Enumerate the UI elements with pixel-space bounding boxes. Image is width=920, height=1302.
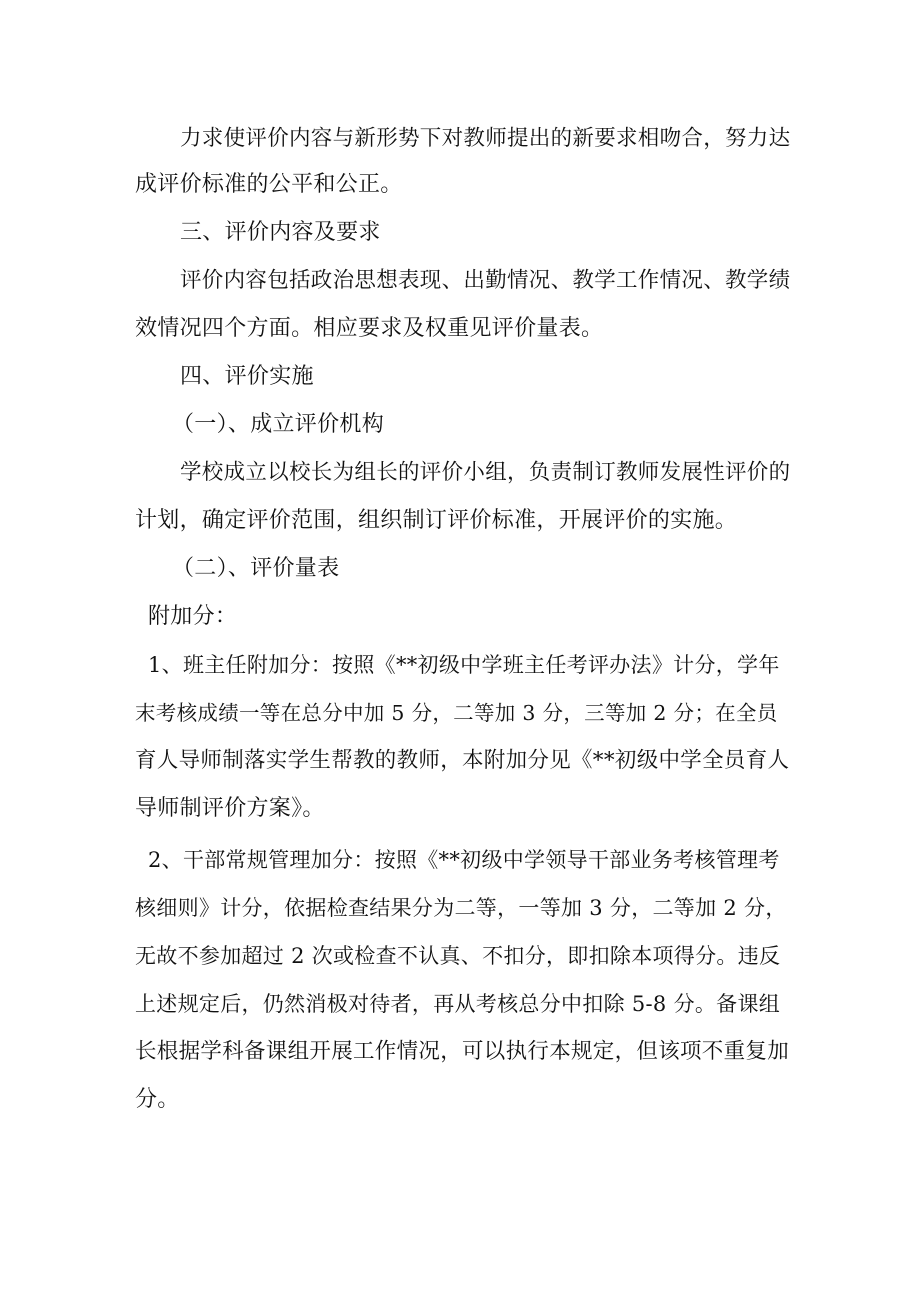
text-line: 导师制评价方案》。 [135,796,325,821]
text-line: 2、干部常规管理加分：按照《**初级中学领导干部业务考核管理考 [148,848,780,872]
subsection-heading: （一）、成立评价机构 [172,412,385,437]
text-line: 计划，确定评价范围，组织制订评价标准，开展评价的实施。 [135,508,738,533]
text-line: 力求使评价内容与新形势下对教师提出的新要求相吻合，努力达 [180,126,791,151]
text-line: 育人导师制落实学生帮教的教师，本附加分见《**初级中学全员育人 [135,748,790,773]
text-line: 末考核成绩一等在总分中加 5 分，二等加 3 分，三等加 2 分；在全员 [135,701,778,725]
subsection-heading: （二）、评价量表 [172,556,340,581]
text-line: 上述规定后，仍然消极对待者，再从考核总分中扣除 5-8 分。备课组 [135,992,781,1016]
text-line: 长根据学科备课组开展工作情况，可以执行本规定，但该项不重复加 [135,1039,790,1064]
text-line: 无故不参加超过 2 次或检查不认真、不扣分，即扣除本项得分。违反 [135,944,781,968]
text-line: 核细则》计分，依据检查结果分为二等，一等加 3 分，二等加 2 分， [135,896,787,920]
section-heading: 四、评价实施 [180,364,314,389]
text-line: 效情况四个方面。相应要求及权重见评价量表。 [135,316,604,341]
text-line: 成评价标准的公平和公正。 [135,172,403,197]
text-line: 学校成立以校长为组长的评价小组，负责制订教师发展性评价的 [180,460,791,485]
text-line: 评价内容包括政治思想表现、出勤情况、教学工作情况、教学绩 [180,268,791,293]
text-line: 附加分： [148,604,238,629]
section-heading: 三、评价内容及要求 [180,220,381,245]
text-line: 1、班主任附加分：按照《**初级中学班主任考评办法》计分，学年 [148,653,780,677]
text-line: 分。 [135,1087,180,1112]
